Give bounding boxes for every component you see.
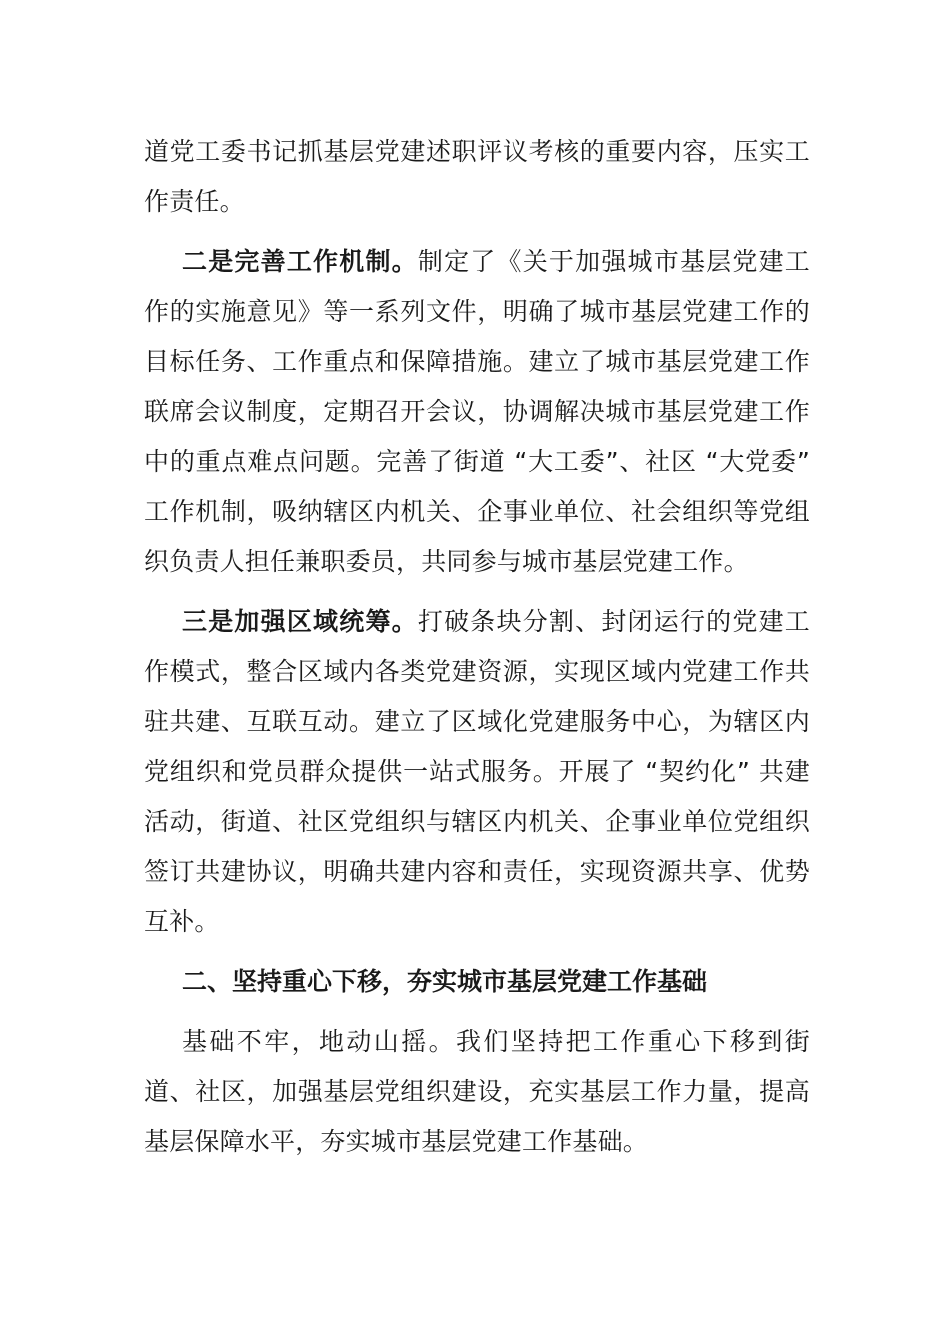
paragraph-lead-bold: 二是完善工作机制。 <box>182 247 418 276</box>
document-body <box>144 127 810 1167</box>
paragraph-text: 制定了《关于加强城市基层党建工作的实施意见》等一系列文件，明确了城市基层党建工作的目标任务、工作重点和保障措施。建立了城市基层党建工作联席会议制度，定期召开会议，协调解决城市基层党建工作中的重点难点问题。完善了街道 “大工委”、社区 “大党委” 工作机制，吸纳辖区内机关、企事业单位、社会组织等党组织负责人担任兼职委员，共同参与城市基层党建工作。 <box>144 247 810 576</box>
paragraph-continuation: 道党工委书记抓基层党建述职评议考核的重要内容，压实工作责任。 <box>144 137 810 216</box>
paragraph-regional-coordination <box>144 597 810 947</box>
section-heading: 二、坚持重心下移，夯实城市基层党建工作基础 <box>182 967 708 996</box>
paragraph-foundation: 基础不牢，地动山摇。我们坚持把工作重心下移到街道、社区，加强基层党组织建设，充实基层工作力量，提高基层保障水平，夯实城市基层党建工作基础。 <box>144 1027 810 1156</box>
paragraph-text: 打破条块分割、封闭运行的党建工作模式，整合区域内各类党建资源，实现区域内党建工作共驻共建、互联互动。建立了区域化党建服务中心，为辖区内党组织和党员群众提供一站式服务。开展了 “契约化” 共建活动，街道、社区党组织与辖区内机关、企事业单位党组织签订共建协议，明确共建内容和责任，实现资源共享、优势互补。 <box>144 607 810 936</box>
paragraph-lead-bold: 三是加强区域统筹。 <box>182 607 418 636</box>
paragraph-work-mechanism <box>144 237 810 587</box>
